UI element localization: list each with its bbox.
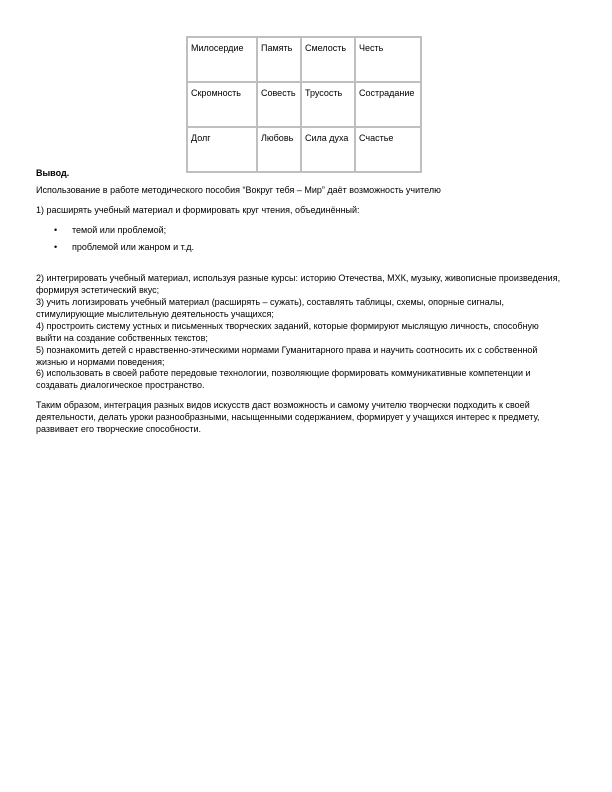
table-row [187,37,421,82]
intro-paragraph: Использование в работе методического пособия “Вокруг тебя – Мир” даёт возможность учителю [36,184,441,195]
table-cell: Милосердие [187,37,257,82]
bullet-item [54,224,566,237]
table-cell: Счастье [355,127,421,172]
table-cell: Любовь [257,127,301,172]
conclusion-section [36,168,566,444]
table-cell: Скромность [187,82,257,127]
table-row [187,82,421,127]
table-cell: Совесть [257,82,301,127]
numbered-list [36,273,566,392]
bullet-list [36,225,566,254]
table-cell: Сострадание [355,82,421,127]
list-item-4: 4) простроить систему устных и письменных творческих заданий, которые формируют мыслящую личность, способную выйти на создание собственных текстов; [36,320,539,343]
bullet-item [54,241,566,254]
table-cell: Смелость [301,37,355,82]
bullet-icon: • [54,224,58,235]
bullet-icon: • [54,241,58,252]
list-item-6: 6) использовать в своей работе передовые технологии, позволяющие формировать коммуникативные компетенции и создавать диалогическое пространство. [36,368,531,391]
list-item-5: 5) познакомить детей с нравственно-этическими нормами Гуманитарного права и научить соотносить их с собственной жизнью и нормами поведения; [36,344,538,367]
table-cell: Честь [355,37,421,82]
list-item-2: 2) интегрировать учебный материал, используя разные курсы: историю Отечества, МХК, музыку, живописные произведения, формируя эстетический вкус; [36,273,561,296]
values-table [186,36,422,173]
bullet-text: темой или проблемой; [72,224,167,235]
section-heading: Вывод. [36,168,70,178]
bullet-text: проблемой или жанром и т.д. [72,241,195,252]
table-cell: Трусость [301,82,355,127]
list-item-3: 3) учить логизировать учебный материал (расширять – сужать), составлять таблицы, схемы, опорные сигналы, стимулирующие мыслительную деятельность учащихся; [36,297,505,319]
table-cell: Память [257,37,301,82]
table-cell: Сила духа [301,127,355,172]
table-row [187,127,421,172]
list-item-1: 1) расширять учебный материал и формировать круг чтения, объединённый: [36,204,360,215]
table-cell: Долг [187,127,257,172]
closing-paragraph: Таким образом, интеграция разных видов искусств даст возможность и самому учителю творчески подходить к своей деятельности, делать уроки разнообразными, насыщенными содержанием, формирует у учащихся интерес к предмету, развивает его творческие способности. [36,400,540,434]
